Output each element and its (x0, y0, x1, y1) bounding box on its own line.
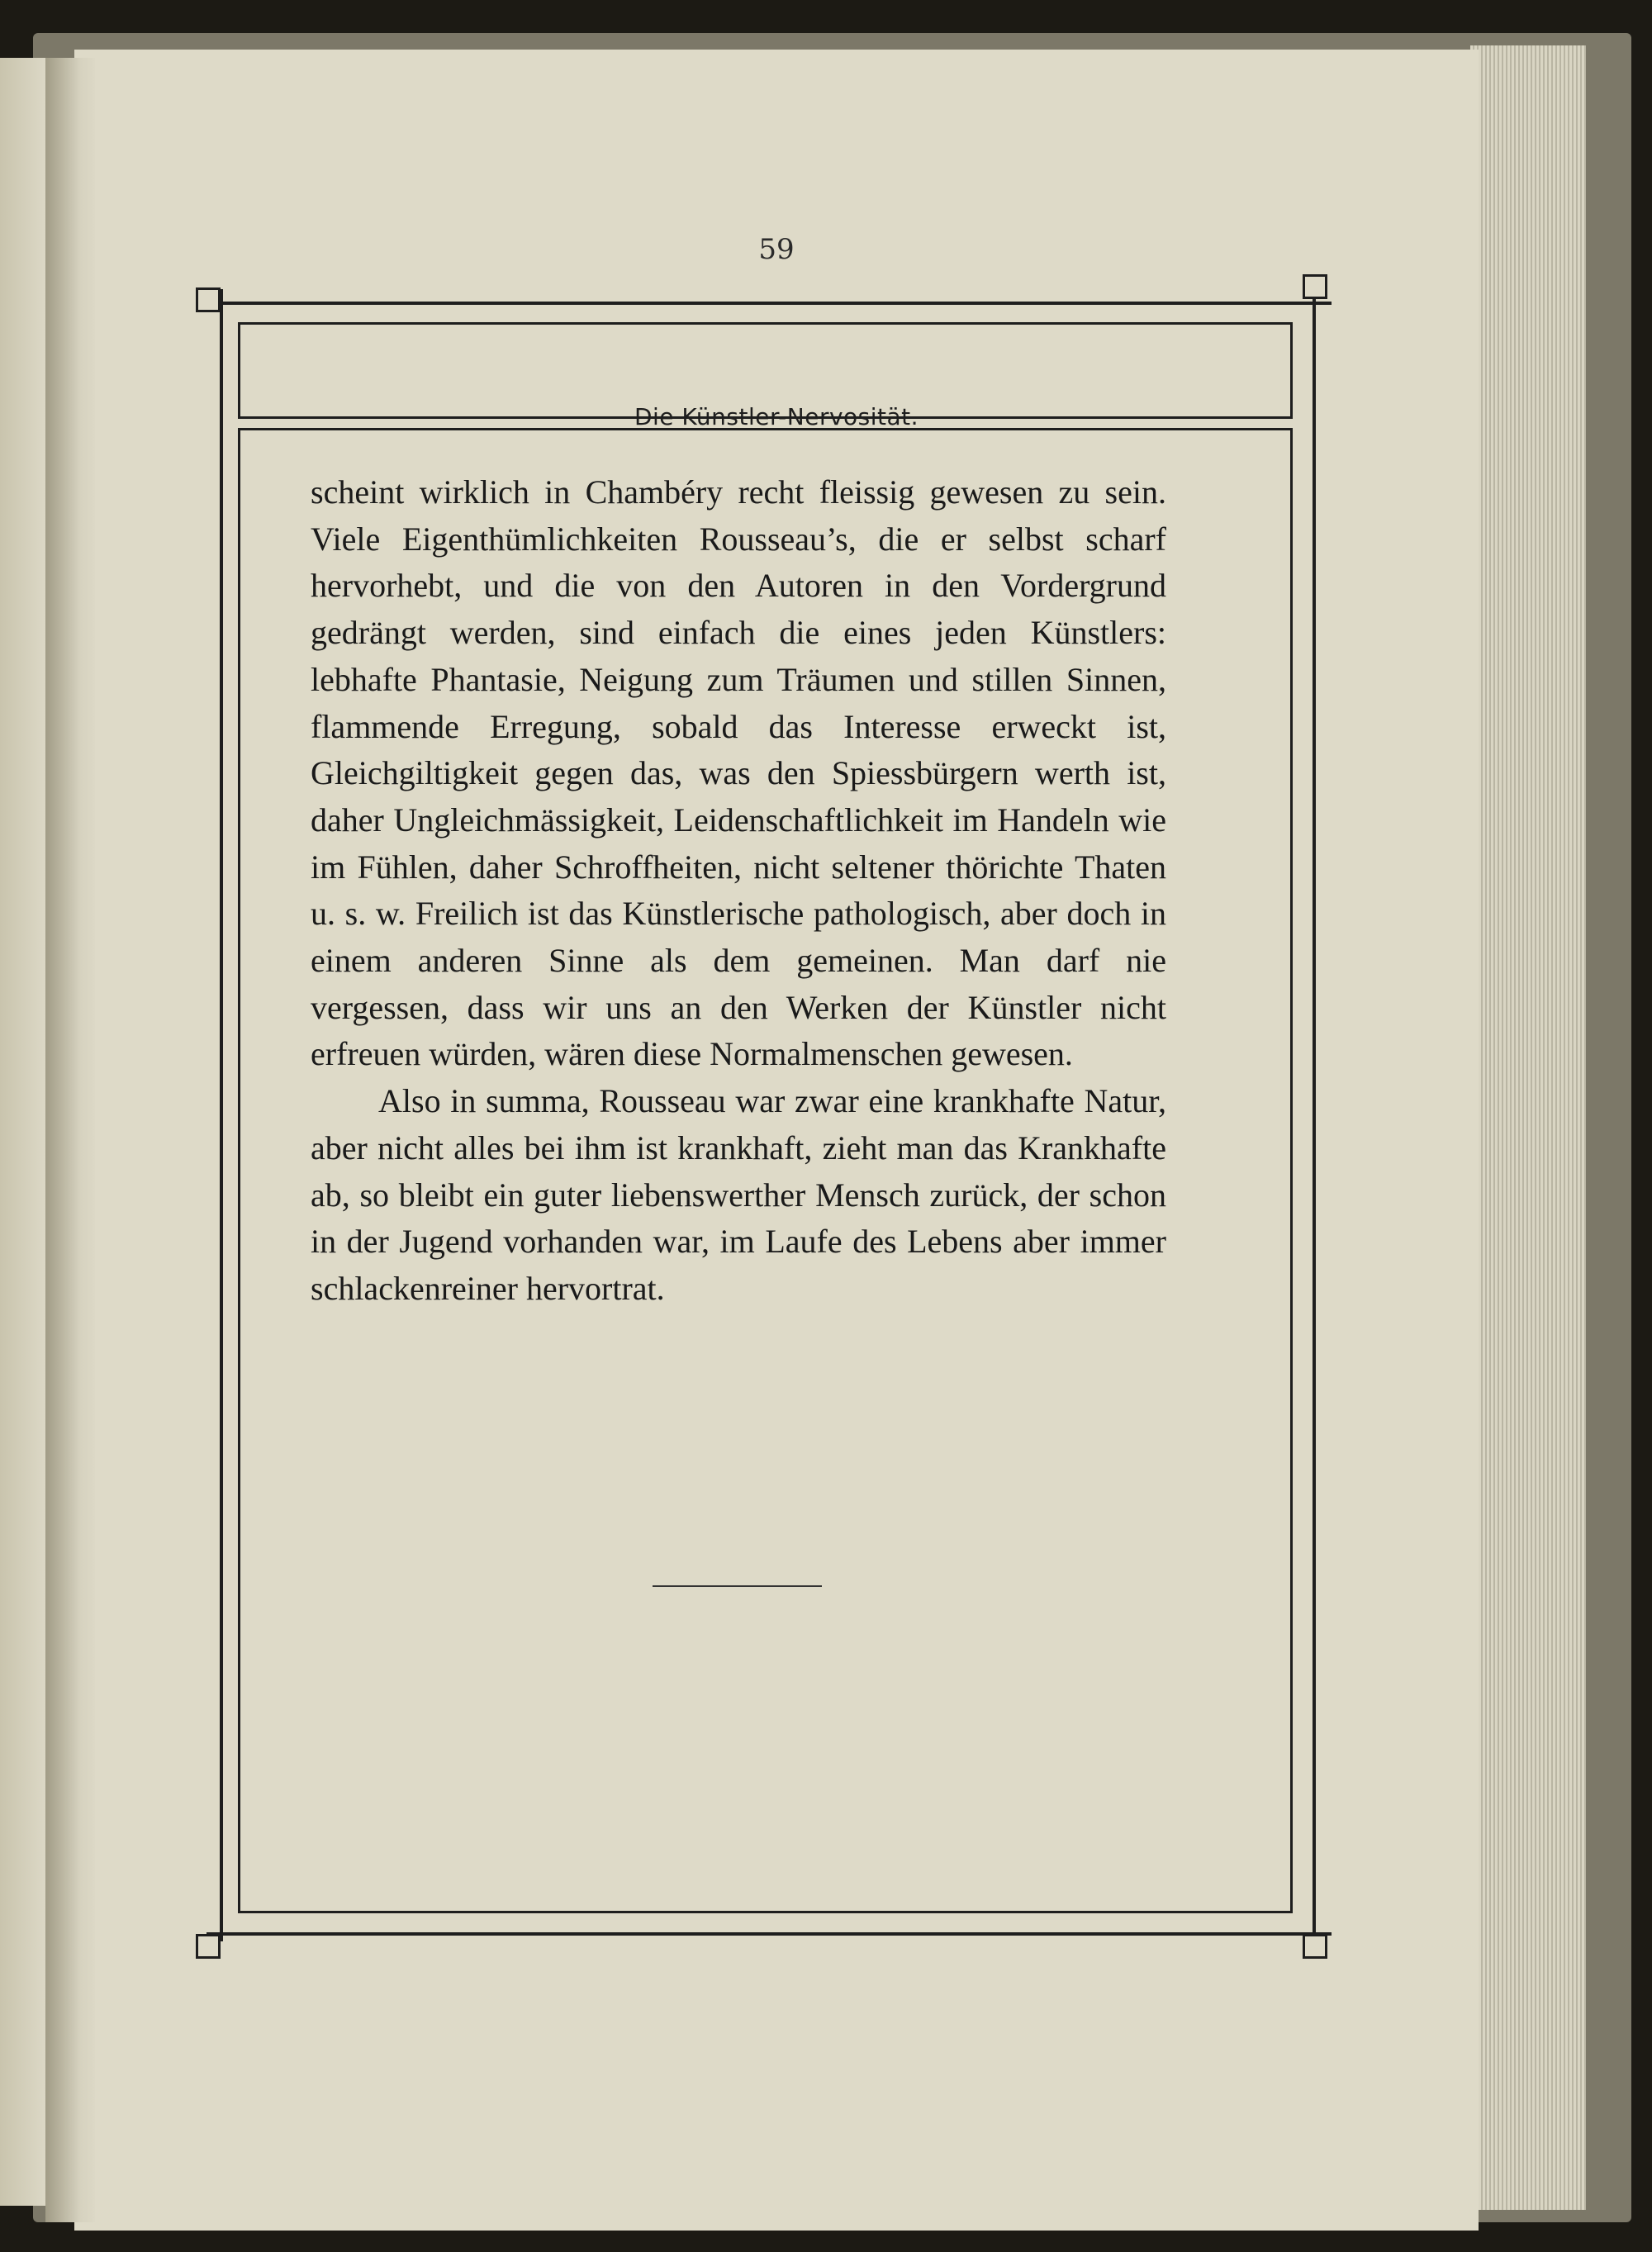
frame-corner-top-left (196, 287, 221, 312)
page-edges (1470, 45, 1586, 2210)
frame-top-line (206, 302, 1332, 305)
page-gutter (45, 58, 95, 2222)
frame-corner-top-right (1303, 274, 1327, 299)
paragraph-1: scheint wirklich in Chambéry recht fleissig gewesen zu sein. Viele Eigenthümlichkeiten Rousseau’s, die er selbst scharf hervorhebt, und die von den Autoren in den Vordergrund gedrängt werden, sind einfach die eines jeden Künstlers: lebhafte Phantasie, Neigung zum Träumen und stillen Sinnen, flammende Erregung, sobald das Interesse erweckt ist, Gleichgiltigkeit gegen das, was den Spiessbürgern werth ist, daher Ungleichmässigkeit, Leidenschaftlichkeit im Handeln wie im Fühlen, daher Schroffheiten, nicht seltener thörichte Thaten u. s. w. Freilich ist das Künstlerische pathologisch, aber doch in einem anderen Sinne als dem gemeinen. Man darf nie vergessen, dass wir uns an den Werken der Künstler nicht erfreuen würden, wären diese Normalmenschen gewesen. (311, 473, 1166, 1073)
section-end-rule (653, 1585, 822, 1587)
paragraph-2: Also in summa, Rousseau war zwar eine krankhafte Natur, aber nicht alles bei ihm ist krankhaft, zieht man das Krankhafte ab, so bleibt ein guter liebenswerther Mensch zurück, der schon in der Jugend vorhanden war, im Laufe des Lebens aber immer schlackenreiner hervortrat. (311, 1082, 1166, 1307)
frame-bottom-line (206, 1932, 1332, 1936)
body-text (311, 469, 1166, 1313)
running-head: Die Künstler-Nervosität. (634, 403, 919, 430)
frame-corner-bottom-right (1303, 1934, 1327, 1959)
page-number: 59 (758, 233, 795, 266)
frame-corner-bottom-left (196, 1934, 221, 1959)
frame-left-line (220, 289, 223, 1941)
left-page-edge (0, 58, 45, 2206)
frame-right-line (1313, 289, 1316, 1941)
